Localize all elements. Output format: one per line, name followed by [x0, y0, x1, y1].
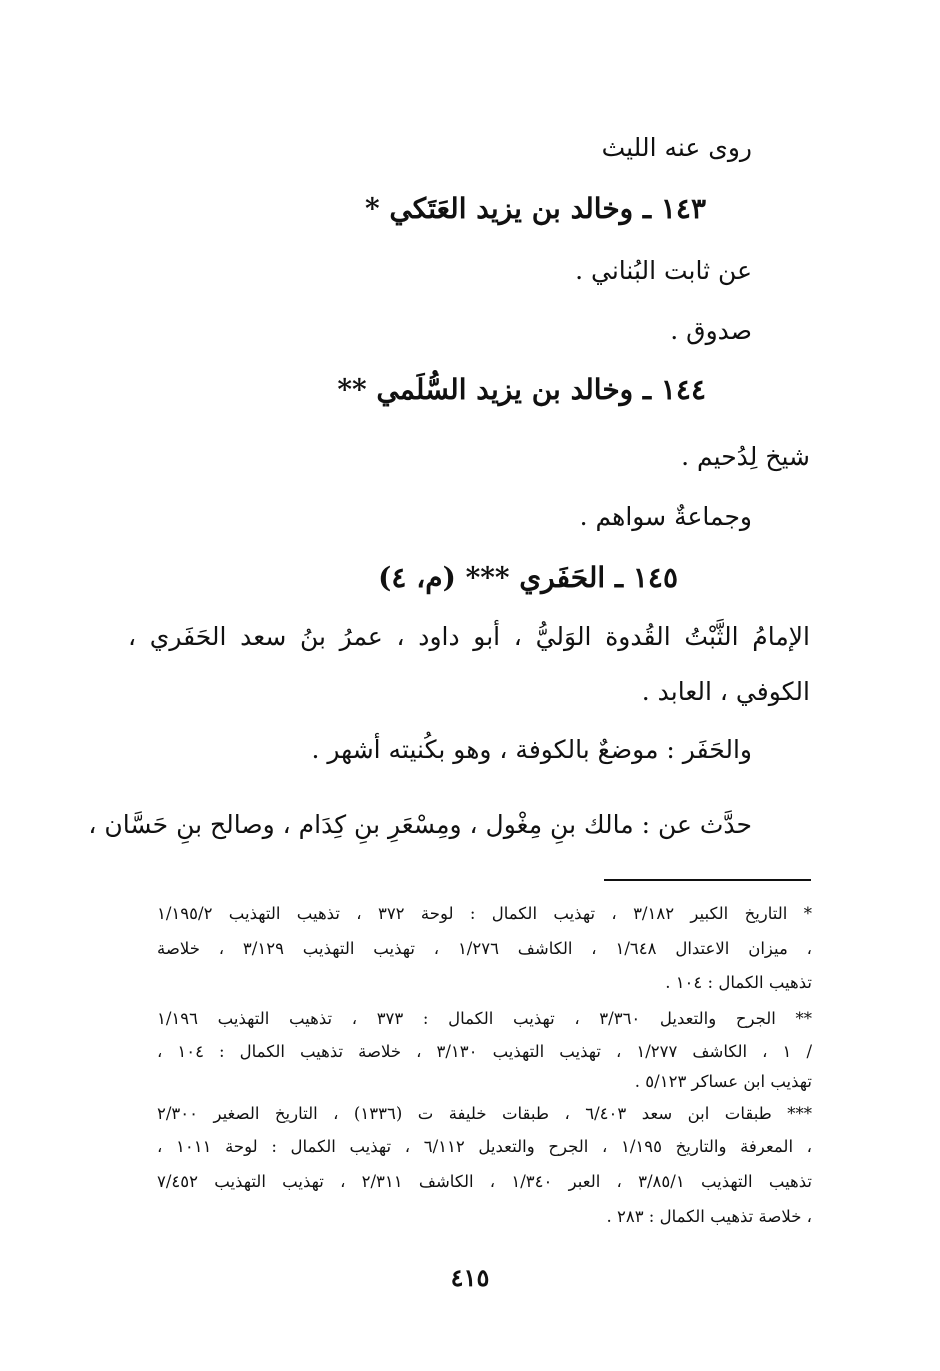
footnote-line: ** الجرح والتعديل ٣/٣٦٠ ، تهذيب الكمال : ٣٧٣ ، تذهيب التهذيب ١/١٩٦	[157, 1009, 812, 1028]
footnote-line: تذهيب التهذيب ٣/٨٥/١ ، العبر ١/٣٤٠ ، الكاشف ٢/٣١١ ، تهذيب التهذيب ٧/٤٥٢	[157, 1172, 813, 1191]
footnote-line: ، ميزان الاعتدال ١/٦٤٨ ، الكاشف ١/٢٧٦ ، تهذيب التهذيب ٣/١٢٩ ، خلاصة	[157, 939, 813, 958]
page-number: ٤١٥	[450, 1263, 490, 1292]
text-line-hafar: والحَفَر : موضعٌ بالكوفة ، وهو بكُنيته أشهر .	[311, 735, 752, 764]
text-line-kufi: الكوفي ، العابد .	[641, 677, 810, 706]
footnote-line: / ١ ، الكاشف ١/٢٧٧ ، تهذيب التهذيب ٣/١٣٠ ، خلاصة تذهيب الكمال : ١٠٤ ،	[157, 1042, 813, 1061]
text-line-haddatha: حدَّث عن : مالك بنِ مِغْول ، ومِسْعَرِ بنِ كِدَام ، وصالح بنِ حَسَّان ،	[88, 810, 752, 839]
text-line-imam: الإمامُ الثَّبْتُ القُدوة الوَليُّ ، أبو داود ، عمرُ بنُ سعد الحَفَري ،	[128, 622, 810, 651]
entry-heading-144: ١٤٤ ـ وخالد بن يزيد السُّلَمي **	[337, 373, 706, 406]
text-line-thabit: عن ثابت البُناني .	[575, 256, 752, 285]
footnote-separator	[604, 879, 811, 881]
text-line-saduq: صدوق .	[670, 316, 752, 345]
footnote-line: تذهيب الكمال : ١٠٤ .	[665, 973, 812, 992]
footnote-line: * التاريخ الكبير ٣/١٨٢ ، تهذيب الكمال : لوحة ٣٧٢ ، تذهيب التهذيب ١/١٩٥/٢	[157, 904, 812, 923]
text-line-narrator: روى عنه الليث	[601, 133, 752, 162]
text-line-duhaym: شيخ لِدُحيم .	[681, 442, 810, 471]
footnote-line: ، خلاصة تذهيب الكمال : ٢٨٣ .	[606, 1207, 812, 1226]
entry-heading-145: ١٤٥ ـ الحَفَري *** (م، ٤)	[378, 561, 678, 594]
footnote-line: *** طبقات ابن سعد ٦/٤٠٣ ، طبقات خليفة ت (١٣٣٦) ، التاريخ الصغير ٢/٣٠٠	[157, 1104, 812, 1123]
footnote-line: ، المعرفة والتاريخ ١/١٩٥ ، الجرح والتعديل ٦/١١٢ ، تهذيب الكمال : لوحة ١٠١١ ،	[157, 1137, 812, 1156]
text-line-jamaa: وجماعةٌ سواهم .	[579, 502, 752, 531]
footnote-line: تهذيب ابن عساكر ٥/١٢٣ .	[634, 1072, 812, 1091]
entry-heading-143: ١٤٣ ـ وخالد بن يزيد العَتَكي *	[365, 192, 706, 225]
